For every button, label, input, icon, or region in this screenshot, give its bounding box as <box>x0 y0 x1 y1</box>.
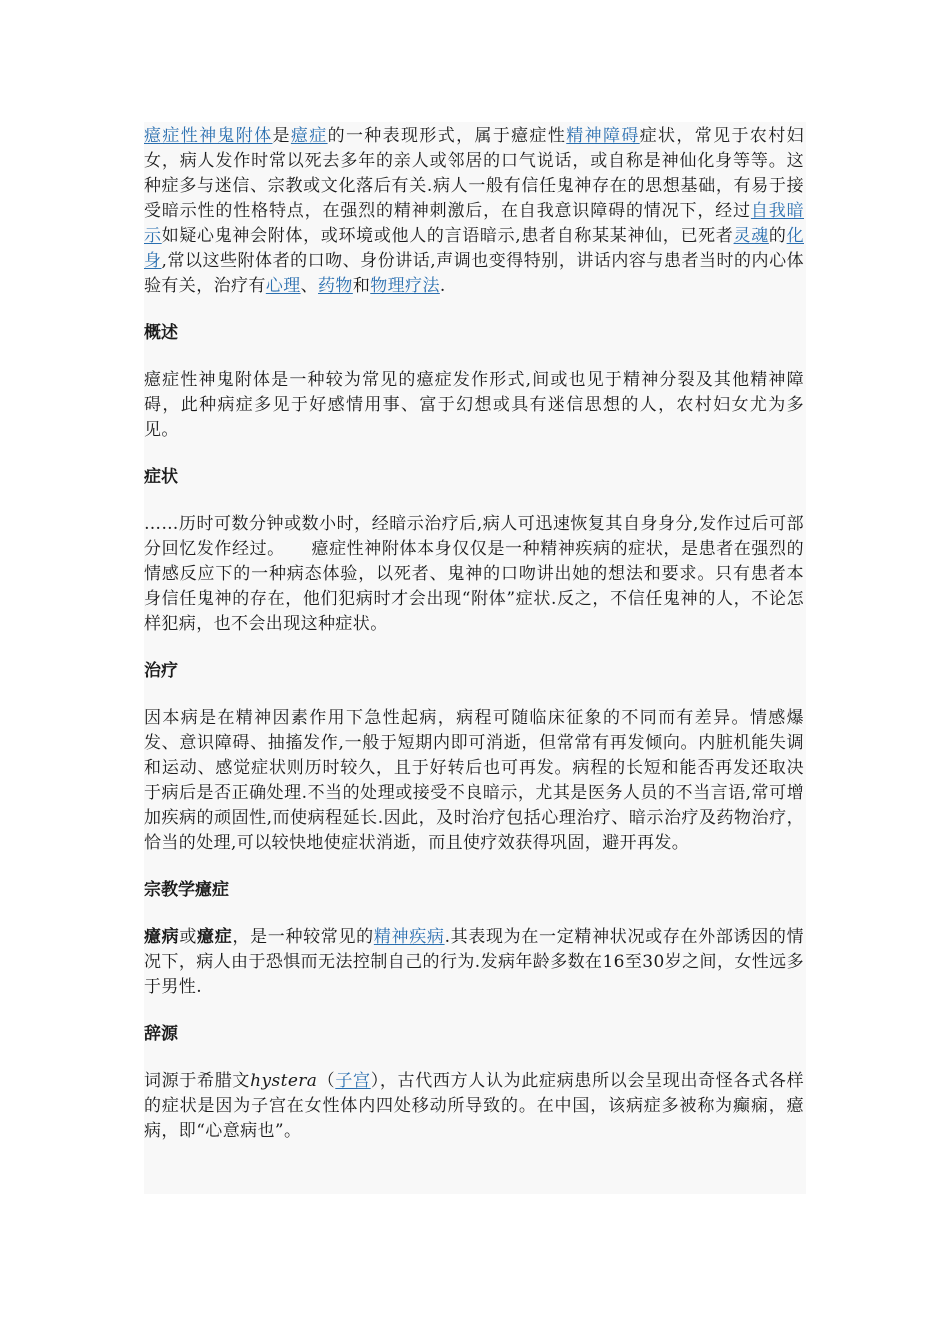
intro-text: 的一种表现形式，属于癔症性 <box>327 126 567 146</box>
treatment-paragraph: 因本病是在精神因素作用下急性起病，病程可随临床征象的不同而有差异。情感爆发、意识障碍、抽搐发作,一般于短期内即可消逝，但常常有再发倾向。内脏机能失调和运动、感觉症状则历时较久，且于好转后也可再发。病程的长短和能否再发还取决于病后是否正确处理.不当的处理或接受不良暗示，尤其是医务人员的不当言语,常可增加疾病的顽固性,而使病程延长.因此，及时治疗包括心理治疗、暗示治疗及药物治疗，恰当的处理,可以较快地使症状消逝，而且使疗效获得巩固，避开再发。 <box>144 708 804 853</box>
intro-text: 、 <box>300 276 319 296</box>
link-medication[interactable]: 药物 <box>318 276 353 296</box>
etymology-text: ），古代西方人认为此症病患所以会呈现出奇怪各式各样的症状是因为子宫在女性体内四处移动所导致的。在中国，该病症多被称为癫痫，癔病，即“心意病也”。 <box>144 1071 804 1141</box>
intro-text: ,常以这些附体者的口吻、身份讲话,声调也变得特别，讲话内容与患者当时的内心体验有关，治疗有 <box>144 251 804 296</box>
greek-term: hystera <box>250 1071 318 1091</box>
symptoms-paragraph: ……历时可数分钟或数小时，经暗示治疗后,病人可迅速恢复其自身身分,发作过后可部分回忆发作经过。 癔症性神附体本身仅仅是一种精神疾病的症状，是患者在强烈的情感反应下的一种病态体验，以死者、鬼神的口吻讲出她的想法和要求。只有患者本身信任鬼神的存在，他们犯病时才会出现“附体”症状.反之，不信任鬼神的人，不论怎样犯病，也不会出现这种症状。 <box>144 514 804 634</box>
link-self-suggestion[interactable]: 自我暗示 <box>144 201 804 246</box>
overview-paragraph: 癔症性神鬼附体是一种较为常见的癔症发作形式,间或也见于精神分裂及其他精神障碍，此种病症多见于好感情用事、富于幻想或具有迷信思想的人，农村妇女尤为多见。 <box>144 370 804 440</box>
link-mental-disorder[interactable]: 精神障碍 <box>566 126 640 146</box>
intro-text: 如疑心鬼神会附体，或环境或他人的言语暗示,患者自称某某神仙，已死者 <box>161 226 734 246</box>
religious-text: .其表现为在一定精神状况或存在外部诱因的情况下，病人由于恐惧而无法控制自己的行为.发病年龄多数在16至30岁之间，女性远多于男性. <box>144 927 804 997</box>
etymology-text: 词源于希腊文 <box>144 1071 251 1091</box>
article-content <box>144 122 806 1194</box>
heading-treatment: 治疗 <box>144 661 178 681</box>
term-bold: 癔病 <box>144 927 180 947</box>
intro-text: 是 <box>272 126 291 146</box>
intro-paragraph <box>144 124 804 299</box>
heading-overview: 概述 <box>144 323 178 343</box>
intro-text: 和 <box>352 276 371 296</box>
link-incarnation[interactable]: 化身 <box>144 226 804 271</box>
term-bold: 癔症 <box>197 927 233 947</box>
link-soul[interactable]: 灵魂 <box>733 226 769 246</box>
link-psychology[interactable]: 心理 <box>265 276 301 296</box>
heading-etymology: 辞源 <box>144 1024 178 1044</box>
heading-religious-hysteria: 宗教学癔症 <box>144 880 229 900</box>
intro-text: 症状，常见于农村妇女，病人发作时常以死去多年的亲人或邻居的口气说话，或自称是神仙化身等等。这种症多与迷信、宗教或文化落后有关.病人一般有信任鬼神存在的思想基础，有易于接受暗示性的性格特点，在强烈的精神刺激后，在自我意识障碍的情况下，经过 <box>144 126 804 221</box>
religious-paragraph <box>144 925 804 1000</box>
link-hysteria[interactable]: 癔症 <box>290 126 328 146</box>
link-hysterical-possession[interactable]: 癔症性神鬼附体 <box>144 126 273 146</box>
link-physical-therapy[interactable]: 物理疗法 <box>370 276 440 296</box>
heading-symptoms: 症状 <box>144 467 178 487</box>
link-mental-illness[interactable]: 精神疾病 <box>373 927 445 947</box>
link-uterus[interactable]: 子宫 <box>335 1071 371 1091</box>
etymology-paragraph <box>144 1069 804 1144</box>
religious-text: ，是一种较常见的 <box>232 927 374 947</box>
etymology-text: （ <box>317 1071 336 1091</box>
intro-text: . <box>439 276 446 296</box>
religious-text: 或 <box>179 927 198 947</box>
intro-text: 的 <box>768 226 787 246</box>
